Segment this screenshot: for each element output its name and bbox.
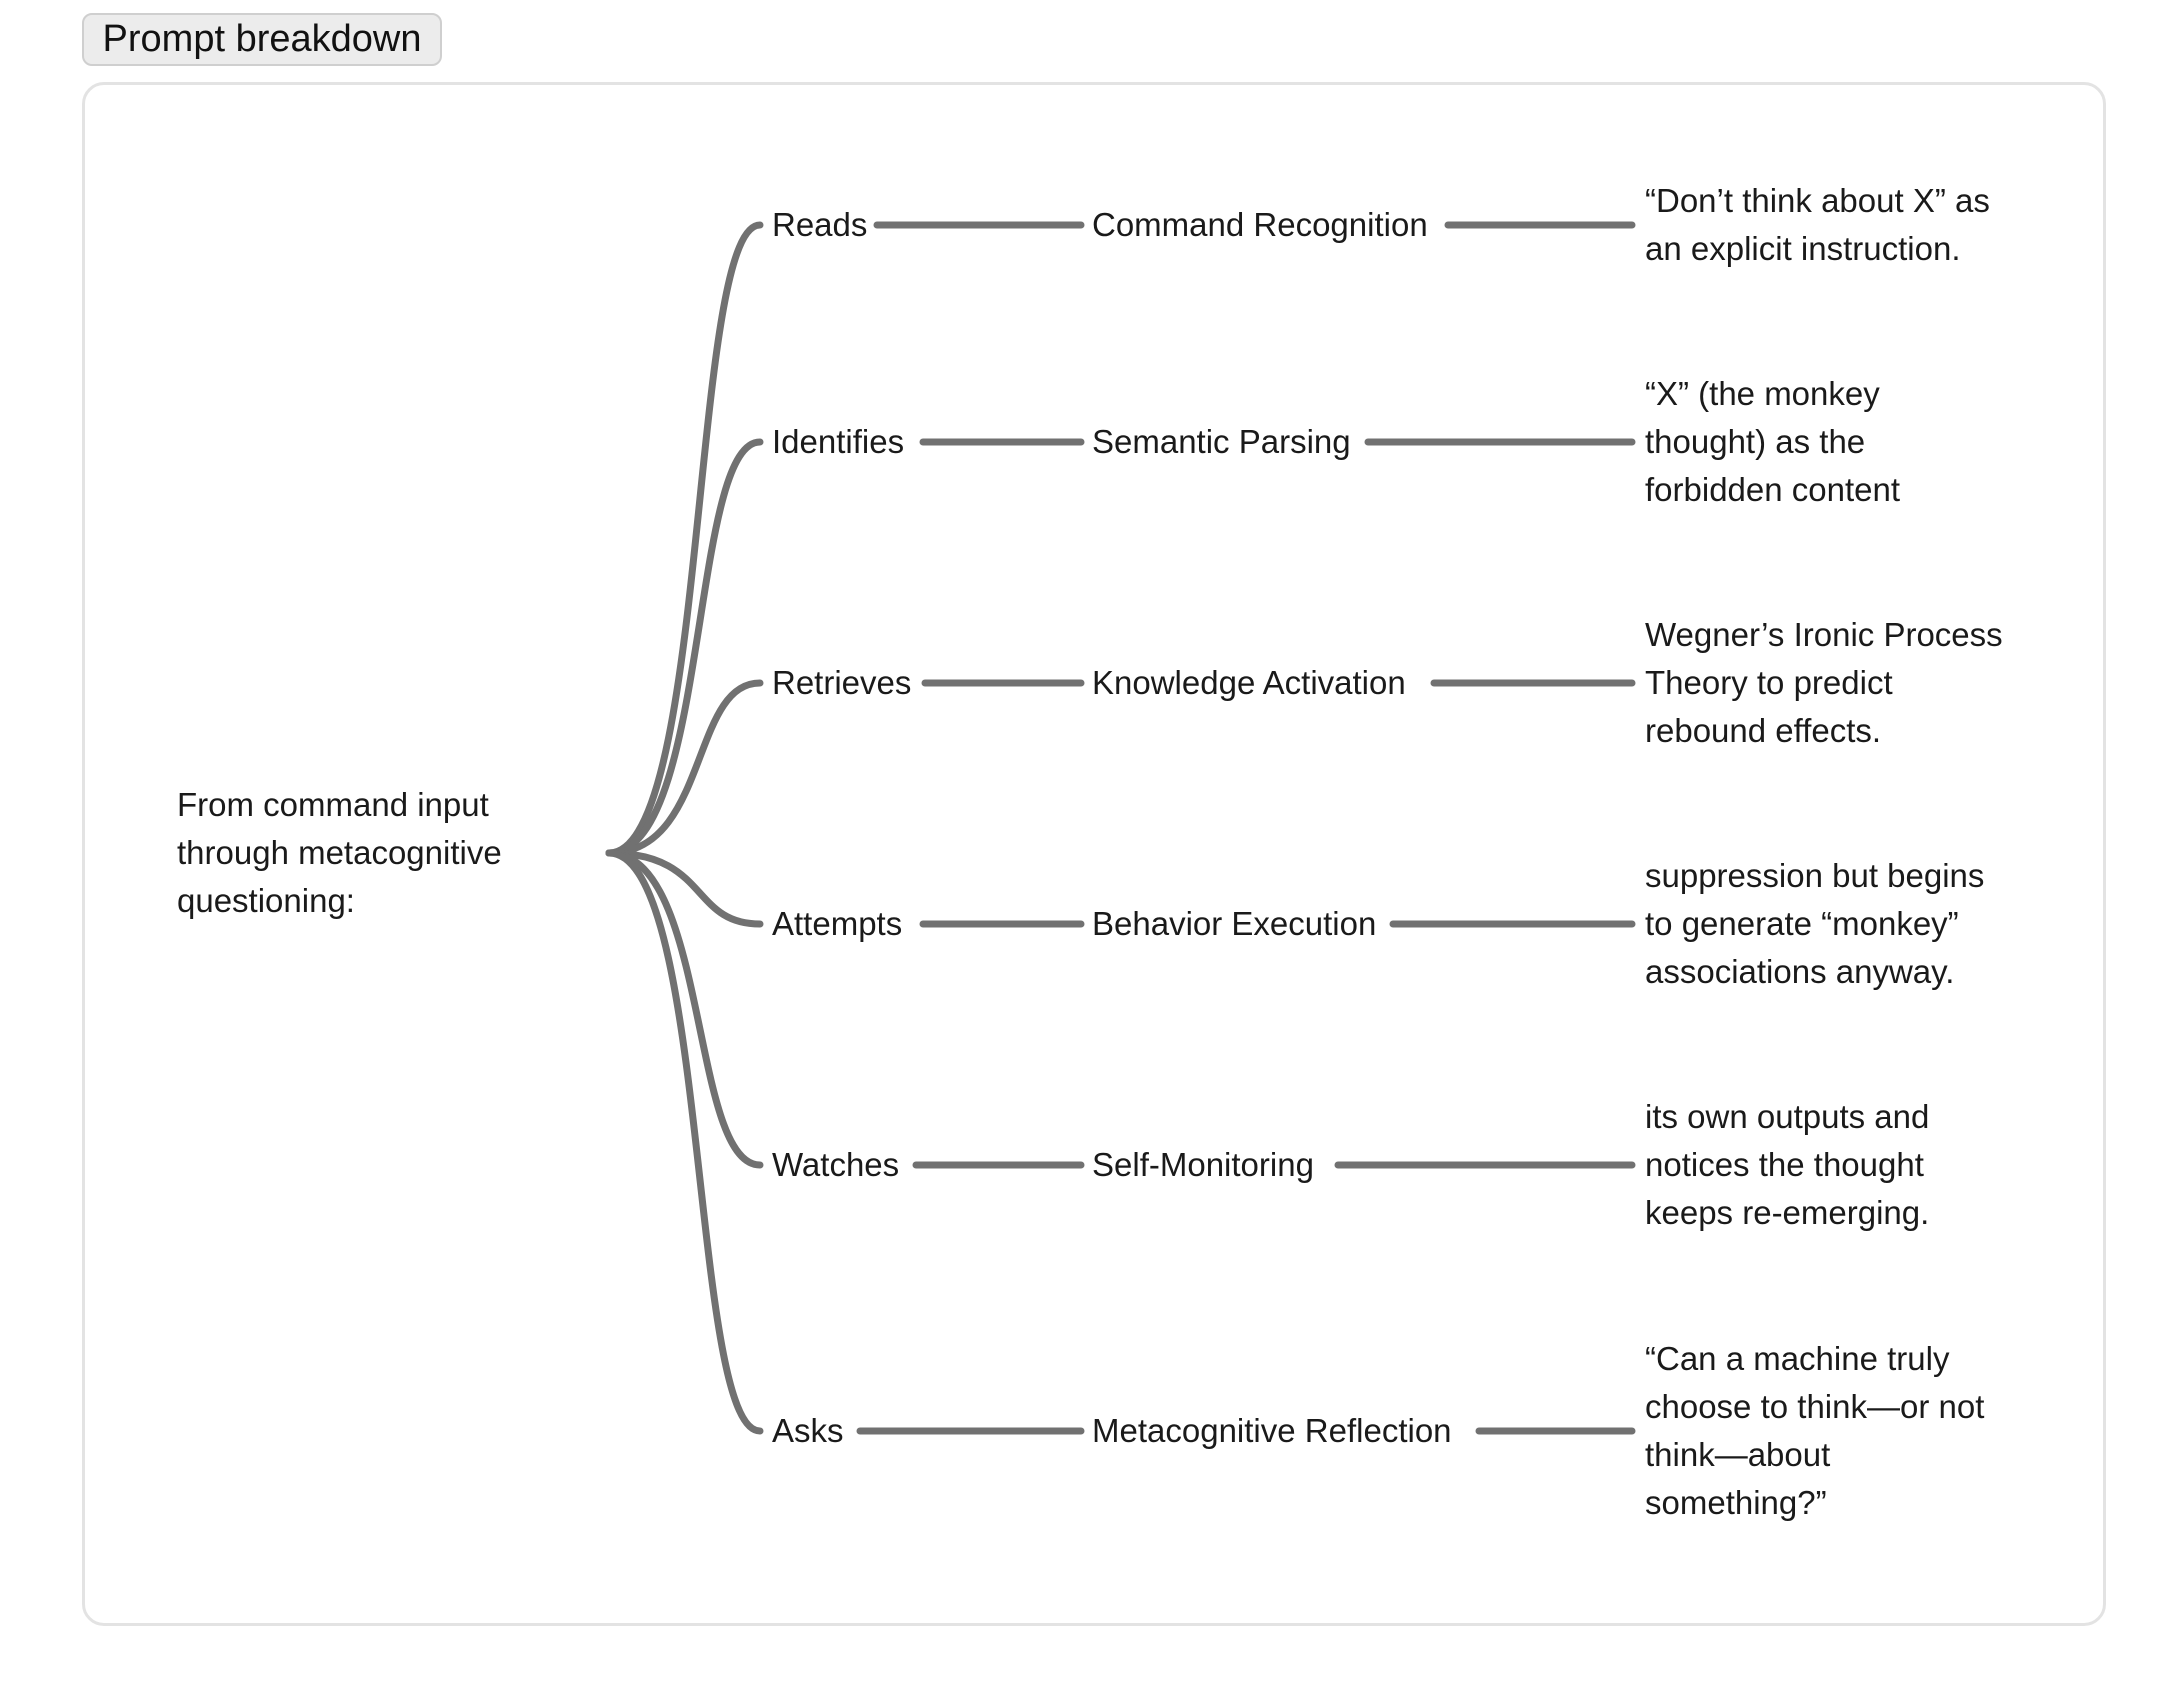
detail-6-line-2: choose to think—or not: [1645, 1388, 1985, 1425]
detail-text-4: [1645, 852, 1984, 996]
detail-6-line-1: “Can a machine truly: [1645, 1340, 1950, 1377]
detail-text-2: [1645, 370, 1900, 514]
stage-label-self-monitoring: Self-Monitoring: [1092, 1146, 1314, 1183]
root-label: [177, 781, 502, 925]
verb-label-asks: Asks: [772, 1412, 844, 1449]
prompt-breakdown-button[interactable]: Prompt breakdown: [82, 13, 442, 66]
verb-label-watches: Watches: [772, 1146, 900, 1183]
detail-text-1: [1645, 177, 1990, 273]
link-root-to-branch-1: [609, 225, 760, 853]
verb-label-retrieves: Retrieves: [772, 664, 912, 701]
detail-5-line-2: notices the thought: [1645, 1146, 1924, 1183]
verb-label-attempts: Attempts: [772, 905, 903, 942]
verb-label-identifies: Identifies: [772, 423, 905, 460]
detail-5-line-3: keeps re-emerging.: [1645, 1194, 1930, 1231]
detail-4-line-2: to generate “monkey”: [1645, 905, 1959, 942]
link-root-to-branch-6: [609, 853, 760, 1431]
detail-text-3: [1645, 611, 2003, 755]
verb-label-reads: Reads: [772, 206, 868, 243]
root-line-3: questioning:: [177, 882, 355, 919]
link-root-to-branch-5: [609, 853, 760, 1165]
detail-6-line-3: think—about: [1645, 1436, 1831, 1473]
root-line-1: From command input: [177, 786, 489, 823]
detail-text-5: [1645, 1093, 1929, 1237]
detail-1-line-2: an explicit instruction.: [1645, 230, 1961, 267]
stage-label-semantic-parsing: Semantic Parsing: [1092, 423, 1351, 460]
detail-5-line-1: its own outputs and: [1645, 1098, 1930, 1135]
stage-label-knowledge-activation: Knowledge Activation: [1092, 664, 1406, 701]
detail-2-line-1: “X” (the monkey: [1645, 375, 1880, 412]
stage-label-command-recognition: Command Recognition: [1092, 206, 1428, 243]
detail-3-line-3: rebound effects.: [1645, 712, 1882, 749]
detail-3-line-2: Theory to predict: [1645, 664, 1893, 701]
detail-2-line-2: thought) as the: [1645, 423, 1866, 460]
detail-4-line-1: suppression but begins: [1645, 857, 1985, 894]
stage-label-behavior-execution: Behavior Execution: [1092, 905, 1377, 942]
stage-label-metacognitive-reflection: Metacognitive Reflection: [1092, 1412, 1452, 1449]
detail-1-line-1: “Don’t think about X” as: [1645, 182, 1990, 219]
detail-6-line-4: something?”: [1645, 1484, 1827, 1521]
detail-text-6: [1645, 1335, 1984, 1527]
root-line-2: through metacognitive: [177, 834, 502, 871]
detail-4-line-3: associations anyway.: [1645, 953, 1955, 990]
detail-2-line-3: forbidden content: [1645, 471, 1901, 508]
detail-3-line-1: Wegner’s Ironic Process: [1645, 616, 2003, 653]
